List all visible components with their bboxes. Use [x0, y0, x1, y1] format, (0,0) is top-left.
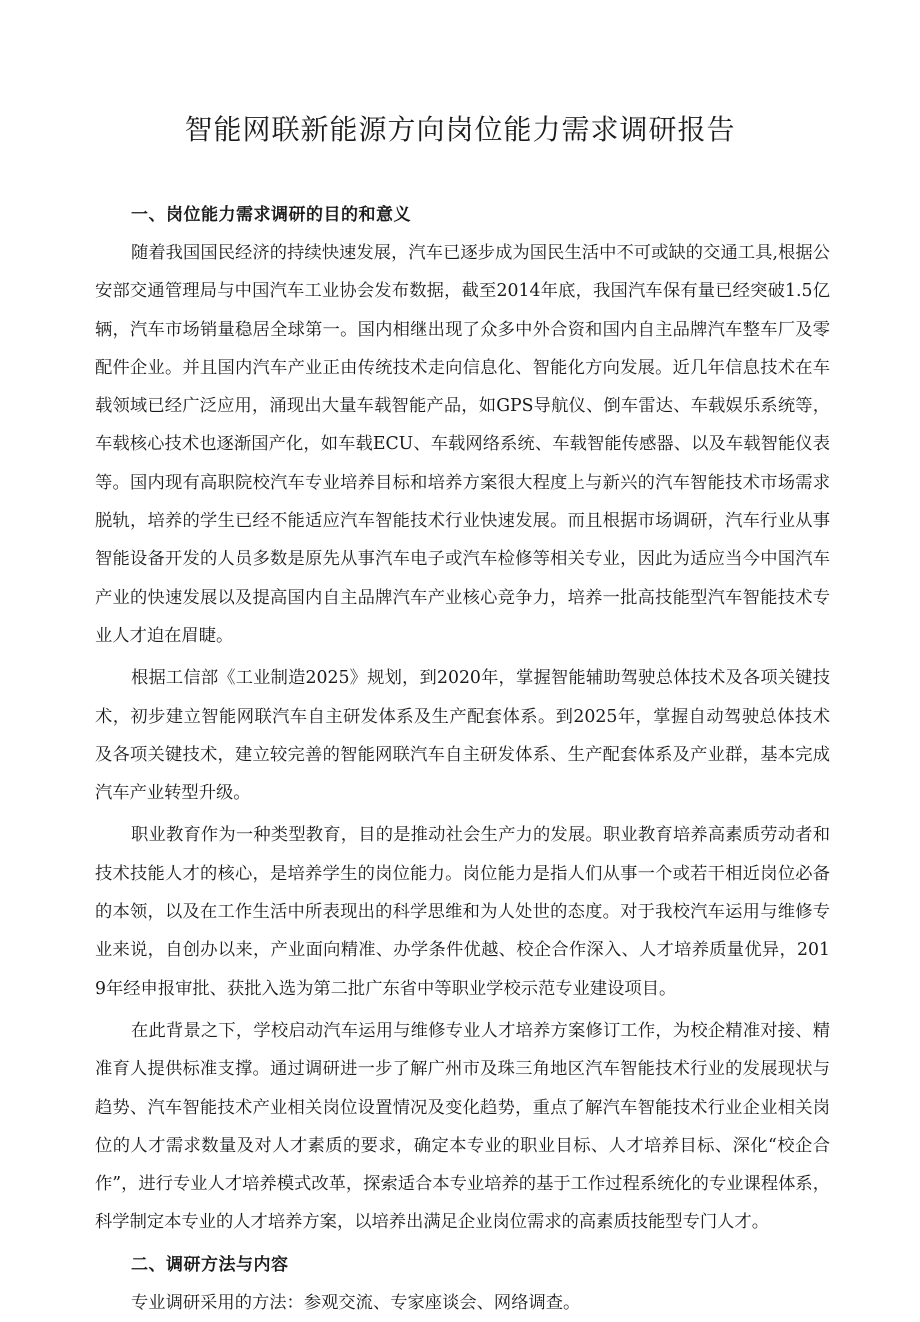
document-body — [95, 196, 830, 1322]
body-paragraph: 职业教育作为一种类型教育，目的是推动社会生产力的发展。职业教育培养高素质劳动者和技术技能人才的核心，是培养学生的岗位能力。岗位能力是指人们从事一个或若干相近岗位必备的本领，以及在工作生活中所表现出的科学思维和为人处世的态度。对于我校汽车运用与维修专业来说，自创办以来，产业面向精准、办学条件优越、校企合作深入、人才培养质量优异，2019年经申报审批、获批入选为第二批广东省中等职业学校示范专业建设项目。 — [95, 825, 830, 999]
body-paragraph: 在此背景之下，学校启动汽车运用与维修专业人才培养方案修订工作，为校企精准对接、精准育人提供标准支撑。通过调研进一步了解广州市及珠三角地区汽车智能技术行业的发展现状与趋势、汽车智能技术产业相关岗位设置情况及变化趋势，重点了解汽车智能技术行业企业相关岗位的人才需求数量及对人才素质的要求，确定本专业的职业目标、人才培养目标、深化“校企合作”，进行专业人才培养模式改革，探索适合本专业培养的基于工作过程系统化的专业课程体系，科学制定本专业的人才培养方案，以培养出满足企业岗位需求的高素质技能型专门人才。 — [95, 1020, 830, 1233]
section-heading: 二、调研方法与内容 — [131, 1254, 289, 1275]
body-paragraph: 随着我国国民经济的持续快速发展，汽车已逐步成为国民生活中不可或缺的交通工具,根据公安部交通管理局与中国汽车工业协会发布数据，截至2014年底，我国汽车保有量已经突破1.5亿辆，汽车市场销量稳居全球第一。国内相继出现了众多中外合资和国内自主品牌汽车整车厂及零配件企业。并且国内汽车产业正由传统技术走向信息化、智能化方向发展。近几年信息技术在车载领域已经广泛应用，涌现出大量车载智能产品，如GPS导航仪、倒车雷达、车载娱乐系统等，车载核心技术也逐渐国产化，如车载ECU、车载网络系统、车载智能传感器、以及车载智能仪表等。国内现有高职院校汽车专业培养目标和培养方案很大程度上与新兴的汽车智能技术市场需求脱轨，培养的学生已经不能适应汽车智能技术行业快速发展。而且根据市场调研，汽车行业从事智能设备开发的人员多数是原先从事汽车电子或汽车检修等相关专业，因此为适应当今中国汽车产业的快速发展以及提高国内自主品牌汽车产业核心竞争力，培养一批高技能型汽车智能技术专业人才迫在眉睫。 — [95, 243, 830, 646]
section-purpose — [95, 196, 830, 1242]
body-paragraph: 根据工信部《工业制造2025》规划，到2020年，掌握智能辅助驾驶总体技术及各项关键技术，初步建立智能网联汽车自主研发体系及生产配套体系。到2025年，掌握自动驾驶总体技术及各项关键技术，建立较完善的智能网联汽车自主研发体系、生产配套体系及产业群，基本完成汽车产业转型升级。 — [95, 668, 830, 804]
body-paragraph: 专业调研采用的方法：参观交流、专家座谈会、网络调查。 — [131, 1292, 581, 1313]
section-methods — [95, 1246, 830, 1322]
document-title: 智能网联新能源方向岗位能力需求调研报告 — [184, 113, 736, 146]
section-heading: 一、岗位能力需求调研的目的和意义 — [131, 205, 411, 225]
